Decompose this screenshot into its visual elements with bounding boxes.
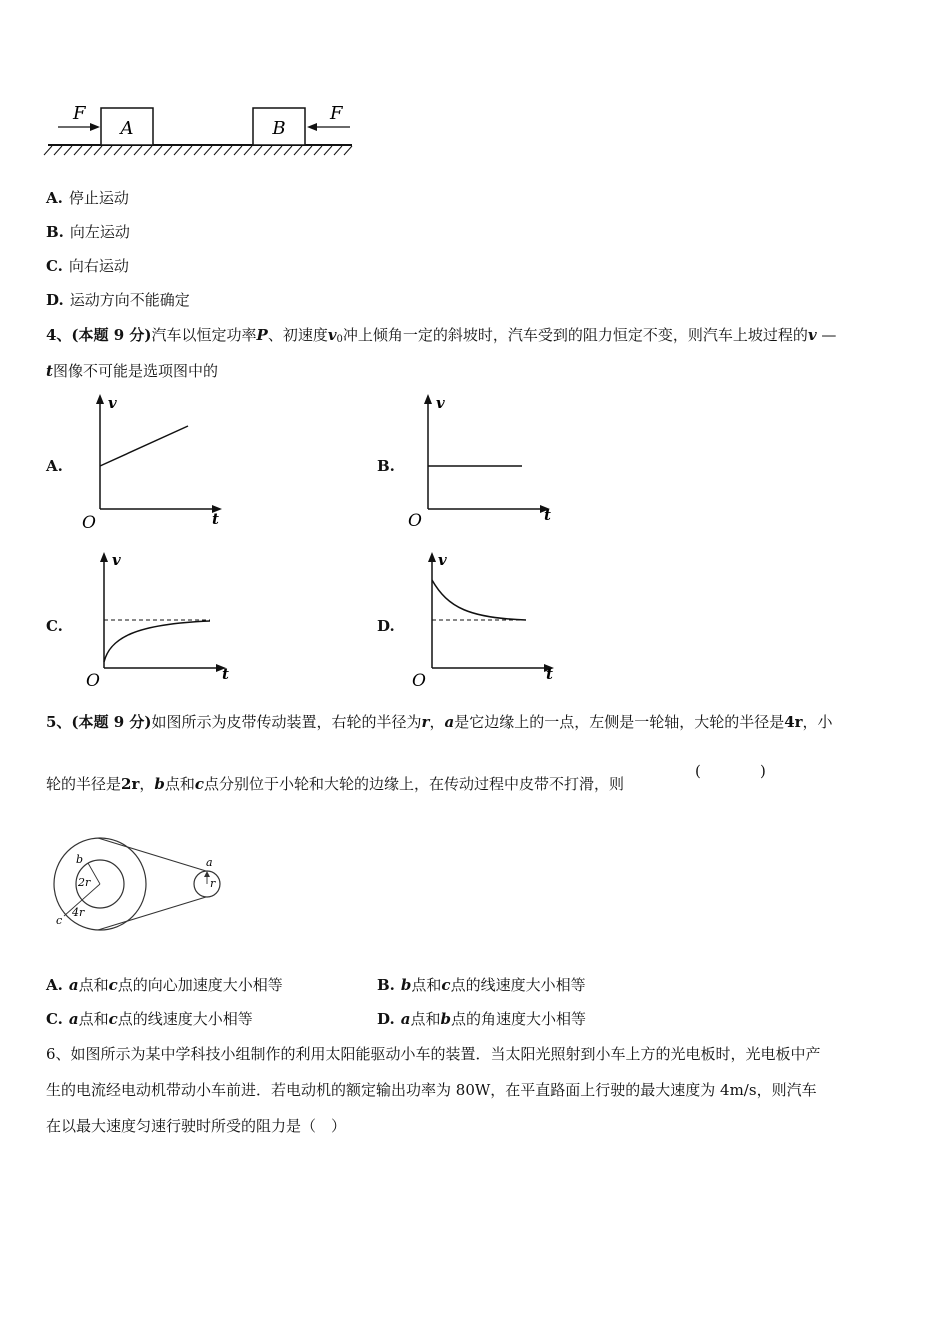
svg-text:a: a [206,856,213,869]
blocks-figure [40,95,360,165]
svg-text:O: O [82,513,96,532]
force-right-label: F [330,103,343,124]
q4-stem-line2: t图像不可能是选项图中的 [46,362,218,380]
q4-stem-line1: 4、(本题 9 分)汽车以恒定功率P、初速度$v_0$冲上倾角一定的斜坡时，汽车受到的阻力恒定不变，则汽车上坡过程的v — [46,326,837,345]
svg-text:v: v [436,394,445,412]
svg-text:b: b [76,853,84,866]
q5-answer-paren-close: ) [760,762,766,780]
graph-d-label[interactable]: D. [377,617,395,635]
block-b-label: B [272,118,286,139]
svg-text:t: t [544,506,551,524]
q3-option-c[interactable]: C. 向右运动 [46,257,129,275]
q5-stem-line1: 5、(本题 9 分)如图所示为皮带传动装置，右轮的半径为r，a是它边缘上的一点，左侧是一轮轴，大轮的半径是4r，小 [46,713,833,731]
graph-b-label[interactable]: B. [377,457,395,475]
q5-answer-paren-open: ( [695,762,701,780]
q6-stem-line2: 生的电流经电动机带动小车前进．若电动机的额定输出功率为 80W，在平直路面上行驶的最大速度为 4m/s，则汽车 [46,1081,817,1099]
svg-text:t: t [546,665,553,683]
q5-option-c[interactable]: C. a点和c点的线速度大小相等 [46,1010,253,1028]
graph-b [406,392,566,532]
q3-option-a[interactable]: A. 停止运动 [46,189,129,207]
svg-text:t: t [212,510,219,528]
svg-text:v: v [108,394,117,412]
svg-text:c: c [56,914,63,927]
q3-option-b[interactable]: B. 向左运动 [46,223,130,241]
q5-option-a[interactable]: A. a点和c点的向心加速度大小相等 [46,976,283,994]
svg-text:r: r [210,877,216,890]
block-a-label: A [120,118,134,139]
svg-text:O: O [408,511,422,531]
q6-stem-line3: 在以最大速度匀速行驶时所受的阻力是（ ） [46,1117,347,1135]
svg-text:O: O [86,671,100,691]
svg-text:O: O [412,671,426,691]
graph-c-label[interactable]: C. [46,617,63,635]
graph-a-label[interactable]: A. [46,457,63,475]
graph-c [80,548,240,693]
svg-text:v: v [112,551,121,569]
q5-stem-line2: 轮的半径是2r，b点和c点分别位于小轮和大轮的边缘上，在传动过程中皮带不打滑，则 [46,775,625,793]
belt-pulley-figure [46,832,236,937]
graph-a [78,392,228,532]
svg-text:4r: 4r [72,906,85,919]
force-left-label: F [73,103,86,124]
q5-option-b[interactable]: B. b点和c点的线速度大小相等 [377,976,586,994]
graph-d [408,548,568,693]
svg-text:2r: 2r [78,876,91,889]
q6-stem-line1: 6、如图所示为某中学科技小组制作的利用太阳能驱动小车的装置．当太阳光照射到小车上方的光电板时，光电板中产 [46,1045,821,1063]
svg-text:t: t [222,665,229,683]
q3-option-d[interactable]: D. 运动方向不能确定 [46,291,190,309]
q5-option-d[interactable]: D. a点和b点的角速度大小相等 [377,1010,586,1028]
svg-text:v: v [438,551,447,569]
